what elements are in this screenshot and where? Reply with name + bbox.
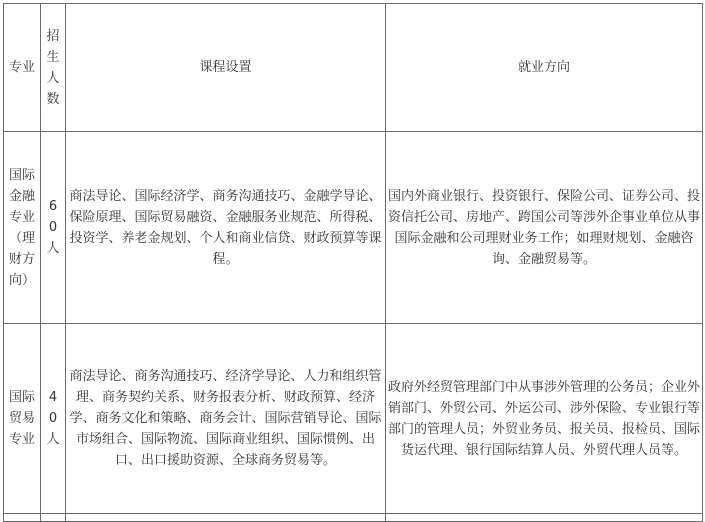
count-char: 6: [48, 199, 58, 214]
major-line: 国际: [8, 390, 35, 405]
header-courses: 课程设置: [66, 4, 386, 132]
careers-cell: 国内外商业银行、投资银行、保险公司、证券公司、投资信托公司、房地产、跨国公司等涉外企事业单位从事国际金融和公司理财业务工作；如理财规划、金融咨询、金融贸易等。: [386, 132, 703, 324]
count-char: 0: [48, 220, 58, 235]
major-line: 财方: [8, 251, 35, 267]
enrollment-count-cell: [41, 132, 66, 324]
major-line: 专业: [8, 432, 35, 447]
major-cell: [4, 132, 41, 324]
enrollment-count-cell: [41, 324, 66, 514]
header-row: [4, 4, 703, 132]
table-row: [4, 324, 703, 514]
major-line: 向）: [8, 272, 35, 288]
header-count-char: 数: [46, 91, 60, 107]
count-char: 人: [46, 241, 60, 256]
empty-cell: [66, 514, 386, 522]
header-major: 专业: [4, 4, 41, 132]
careers-cell: 政府外经贸管理部门中从事涉外管理的公务员；企业外销部门、外贸公司、外运公司、涉外保险、专业银行等部门的管理人员；外贸业务员、报关员、报检员、国际货运代理、银行国际结算人员、外贸代理人员等。: [386, 324, 703, 514]
table-row-partial: [4, 514, 703, 522]
courses-cell: 商法导论、国际经济学、商务沟通技巧、金融学导论、保险原理、国际贸易融资、金融服务业规范、所得税、投资学、养老金规划、个人和商业信贷、财政预算等课程。: [66, 132, 386, 324]
count-char: 人: [46, 432, 60, 447]
major-line: （理: [8, 230, 35, 246]
count-char: 4: [48, 390, 58, 405]
header-count-char: 招: [46, 28, 60, 44]
header-count-char: 生: [46, 49, 60, 65]
major-line: 金融: [8, 188, 35, 204]
header-enrollment-count: [41, 4, 66, 132]
major-line: 贸易: [8, 411, 35, 426]
header-count-char: 人: [46, 70, 60, 86]
table-row: [4, 132, 703, 324]
empty-cell: [386, 514, 703, 522]
count-char: 0: [48, 411, 58, 426]
major-cell: [4, 324, 41, 514]
major-line: 国际: [8, 167, 35, 183]
major-line: 专业: [8, 209, 35, 225]
courses-cell: 商法导论、商务沟通技巧、经济学导论、人力和组织管理、商务契约关系、财务报表分析、财政预算、经济学、商务文化和策略、商务会计、国际营销导论、国际市场组合、国际物流、国际商业组织、国际惯例、出口、出口援助资源、全球商务贸易等。: [66, 324, 386, 514]
empty-cell: [4, 514, 41, 522]
enrollment-plan-table: [3, 3, 703, 522]
empty-cell: [41, 514, 66, 522]
header-careers: 就业方向: [386, 4, 703, 132]
